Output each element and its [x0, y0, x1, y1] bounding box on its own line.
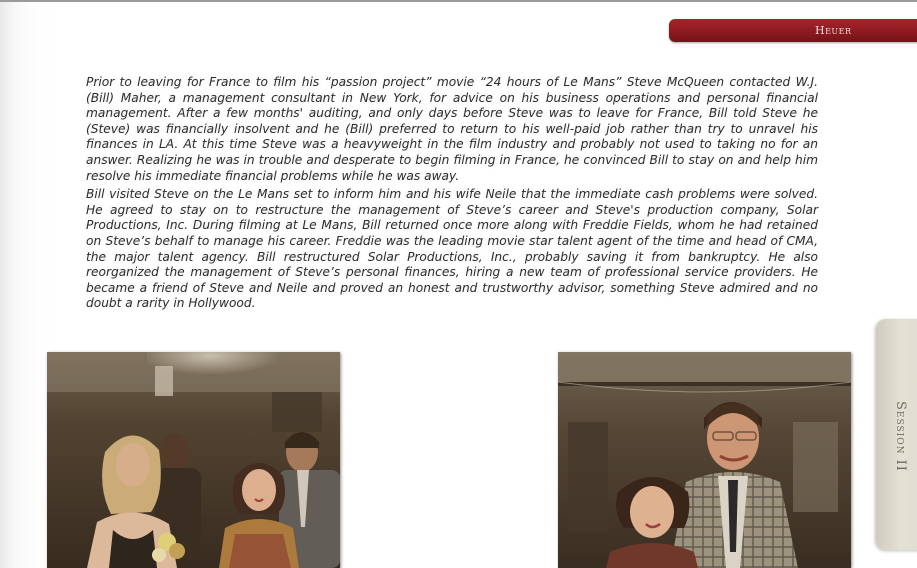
paragraph-2: Bill visited Steve on the Le Mans set to inform him and his wife Neile that the immediate cash problems were solved. He agreed to stay on to restructure the management of Steve’s career and Steve's production company, Solar Productions, Inc. During filming at Le Mans, Bill returned once more along with Freddie Fields, whom he had retained on Steve’s behalf to manage his career. Freddie was the leading movie star talent agent of the time and head of CMA, the major talent agency. Bill restructured Solar Productions, Inc., probably saving it from bankruptcy. He also reorganized the management of Steve’s personal finances, hiring a new team of professional service providers. He became a friend of Steve and Neile and proved an honest and trustworthy advisor, something Steve admired and no doubt a rarity in Hollywood.: [86, 187, 818, 311]
party-photo-left: [47, 352, 340, 568]
header-band: [669, 19, 917, 42]
header-label: Heuer: [815, 24, 852, 37]
party-photo-right: [558, 352, 851, 568]
section-tab-label: Session II: [893, 401, 908, 472]
top-rule: [0, 0, 917, 2]
paragraph-1: Prior to leaving for France to film his “passion project” movie “24 hours of Le Mans” Steve McQueen contacted W.J. (Bill) Maher, a management consultant in New York, for advice on his business operations and personal financial management. After a few months' auditing, and only days before Steve was to leave for France, Bill told Steve he (Steve) was financially insolvent and he (Bill) preferred to return to his well-paid job rather than try to unravel his finances in LA. At this time Steve was a heavyweight in the film industry and probably not used to taking no for an answer. Realizing he was in trouble and desperate to begin filming in France, he convinced Bill to stay on and help him resolve his immediate financial problems while he was away.: [86, 75, 818, 183]
article-body: [86, 75, 818, 315]
